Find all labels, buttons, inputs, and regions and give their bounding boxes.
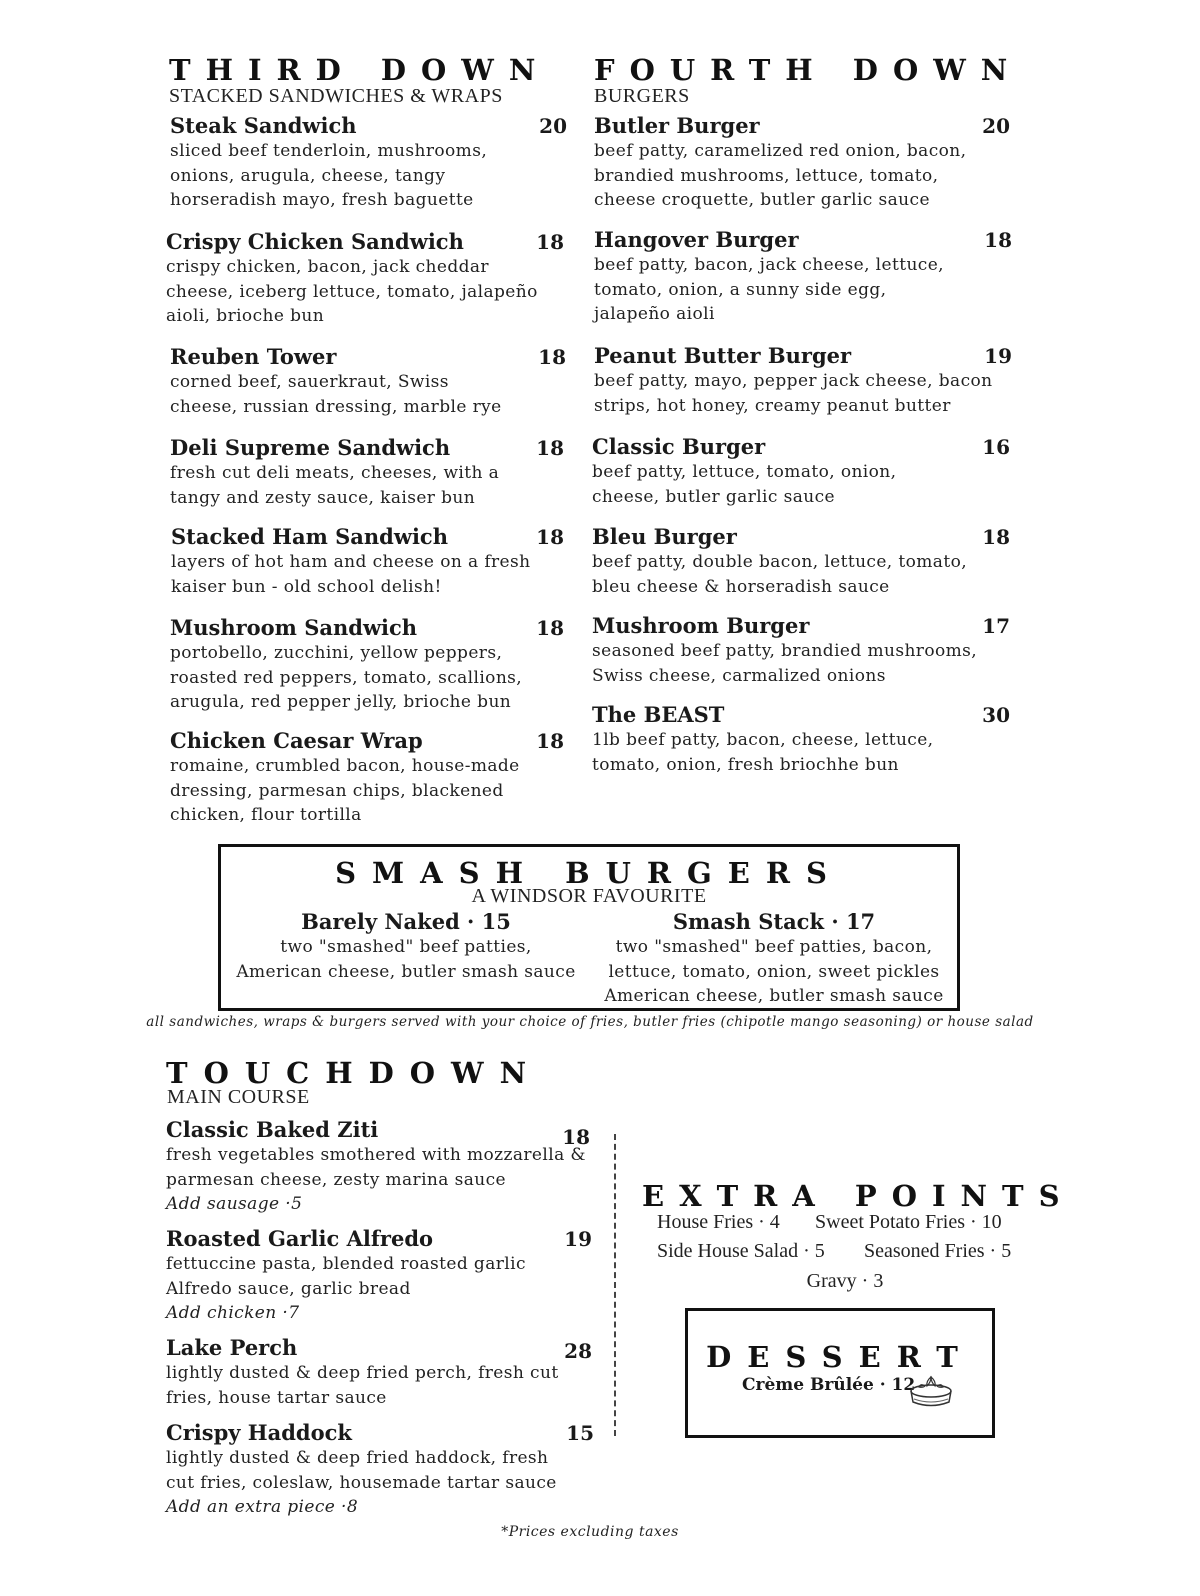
item-name: Butler Burger [594,113,760,138]
dessert-box [685,1308,995,1438]
menu-item [592,702,1010,777]
item-name: Steak Sandwich [170,113,357,138]
menu-item [592,613,1010,688]
item-price: 18 [536,436,564,460]
creme-brulee-icon [907,1369,955,1411]
menu-item [592,524,1010,599]
side-item: Gravy · 3 [806,1270,884,1292]
item-name: Barely Naked · 15 [301,909,511,934]
item-name: Classic Burger [592,434,766,459]
item-description: sliced beef tenderloin, mushrooms, onions, arugula, cheese, tangy horseradish mayo, fresh baguette [170,141,488,210]
dessert-item: Crème Brûlée · 12 [742,1375,916,1395]
menu-item [170,615,564,715]
item-name: Chicken Caesar Wrap [170,728,423,753]
item-addon: Add chicken ·7 [166,1303,300,1323]
column-divider [614,1134,616,1436]
item-name: Smash Stack · 17 [672,909,876,934]
item-description-line: American cheese, butler smash sauce [236,961,576,982]
dessert-title: DESSERT [706,1340,974,1374]
menu-item [166,1226,592,1325]
item-name: Hangover Burger [594,227,799,252]
item-description: beef patty, lettuce, tomato, onion, cheese, butler garlic sauce [592,462,897,507]
item-price: 19 [564,1227,592,1251]
item-description: beef patty, mayo, pepper jack cheese, bacon strips, hot honey, creamy peanut butter [594,371,993,416]
item-description: romaine, crumbled bacon, house-made dressing, parmesan chips, blackened chicken, flour tortilla [170,756,520,825]
item-price: 18 [982,525,1010,549]
touchdown-title: TOUCHDOWN [166,1056,543,1090]
menu-item [170,113,567,213]
prices-note: *Prices excluding taxes [501,1524,679,1540]
item-description: corned beef, sauerkraut, Swiss cheese, russian dressing, marble rye [170,372,502,417]
item-name: Roasted Garlic Alfredo [166,1226,434,1251]
item-description: beef patty, bacon, jack cheese, lettuce, tomato, onion, a sunny side egg, jalapeño aioli [594,255,944,324]
item-price: 18 [536,230,564,254]
item-name: Peanut Butter Burger [594,343,852,368]
smash-item [589,909,959,1009]
fourth-down-subtitle: BURGERS [594,85,690,107]
item-name: Classic Baked Ziti [166,1117,379,1142]
item-description: beef patty, caramelized red onion, bacon, brandied mushrooms, lettuce, tomato, cheese croquette, butler garlic sauce [594,141,967,210]
item-description: portobello, zucchini, yellow peppers, roasted red peppers, tomato, scallions, arugula, red pepper jelly, brioche bun [170,643,523,712]
item-description: fresh vegetables smothered with mozzarella & parmesan cheese, zesty marina sauce [166,1145,586,1190]
menu-item [166,1420,594,1519]
item-description: layers of hot ham and cheese on a fresh kaiser bun - old school delish! [171,552,531,597]
item-price: 18 [538,345,566,369]
side-item: Side House Salad · 5 [657,1240,825,1262]
menu-item [166,1335,592,1410]
item-price: 15 [566,1421,594,1445]
third-down-title: THIRD DOWN [169,53,551,87]
menu-item [170,344,566,419]
item-price: 20 [982,114,1010,138]
menu-item [592,434,1010,509]
item-price: 18 [536,525,564,549]
item-addon: Add an extra piece ·8 [166,1497,359,1517]
item-price: 18 [984,228,1012,252]
item-description-line: two "smashed" beef patties, [280,937,532,957]
item-description: crispy chicken, bacon, jack cheddar cheese, iceberg lettuce, tomato, jalapeño aioli, brioche bun [166,257,538,326]
fourth-down-title: FOURTH DOWN [594,53,1023,87]
smash-burgers-subtitle: A WINDSOR FAVOURITE [471,885,707,907]
item-description-line: lettuce, tomato, onion, sweet pickles [608,961,940,982]
item-description: fresh cut deli meats, cheeses, with a tangy and zesty sauce, kaiser bun [170,463,500,508]
item-description-line: two "smashed" beef patties, bacon, [615,937,933,957]
menu-item [594,343,1012,418]
menu-item [170,435,564,510]
item-addon: Add sausage ·5 [166,1194,303,1214]
item-price: 18 [562,1125,590,1149]
item-description-line: American cheese, butler smash sauce [604,986,944,1006]
item-price: 16 [982,435,1010,459]
item-name: Stacked Ham Sandwich [171,524,448,549]
smash-item [221,909,591,984]
menu-item [171,524,564,599]
item-description: seasoned beef patty, brandied mushrooms, Swiss cheese, carmalized onions [592,641,978,686]
item-price: 30 [982,703,1010,727]
item-price: 17 [982,614,1010,638]
menu-item [166,1117,590,1216]
item-name: Mushroom Sandwich [170,615,418,640]
item-name: Reuben Tower [170,344,337,369]
touchdown-subtitle: MAIN COURSE [167,1086,310,1108]
side-item: House Fries · 4 [657,1211,780,1233]
menu-item [594,227,1012,327]
menu-item [594,113,1010,213]
smash-burgers-title: SMASH BURGERS [335,856,843,890]
item-name: Deli Supreme Sandwich [170,435,451,460]
side-item: Sweet Potato Fries · 10 [815,1211,1002,1233]
smash-burgers-box [218,844,960,1011]
sides-note: all sandwiches, wraps & burgers served with your choice of fries, butler fries (chipotle mango seasoning) or house salad [146,1014,1034,1030]
item-name: Lake Perch [166,1335,298,1360]
side-item: Seasoned Fries · 5 [864,1240,1012,1262]
third-down-subtitle: STACKED SANDWICHES & WRAPS [169,85,503,107]
item-name: The BEAST [592,702,725,727]
item-price: 28 [564,1339,592,1363]
item-description: fettuccine pasta, blended roasted garlic Alfredo sauce, garlic bread [166,1254,526,1299]
menu-item [166,229,564,329]
item-price: 18 [536,616,564,640]
item-name: Crispy Haddock [166,1420,352,1445]
item-price: 20 [539,114,567,138]
extra-points-title: EXTRA POINTS [642,1179,1075,1213]
item-name: Crispy Chicken Sandwich [166,229,464,254]
item-description: lightly dusted & deep fried perch, fresh cut fries, house tartar sauce [166,1363,559,1408]
item-description: lightly dusted & deep fried haddock, fresh cut fries, coleslaw, housemade tartar sauce [166,1448,557,1493]
item-price: 18 [536,729,564,753]
item-name: Mushroom Burger [592,613,810,638]
item-name: Bleu Burger [592,524,737,549]
item-description: beef patty, double bacon, lettuce, tomato, bleu cheese & horseradish sauce [592,552,968,597]
item-price: 19 [984,344,1012,368]
menu-item [170,728,564,828]
item-description: 1lb beef patty, bacon, cheese, lettuce, tomato, onion, fresh briochhe bun [592,730,934,775]
